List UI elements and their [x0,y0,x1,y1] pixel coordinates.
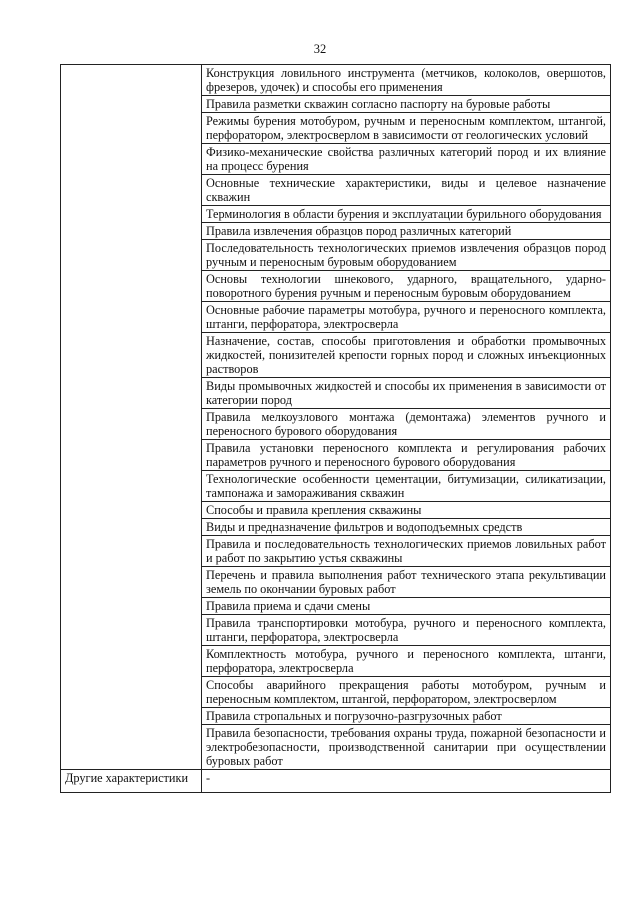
knowledge-item: Правила разметки скважин согласно паспорту на буровые работы [202,96,611,113]
knowledge-item: Виды промывочных жидкостей и способы их применения в зависимости от категории пород [202,378,611,409]
page-number: 32 [313,42,327,56]
knowledge-item: Правила стропальных и погрузочно-разгрузочных работ [202,708,611,725]
other-characteristics-value: - [202,770,611,793]
knowledge-item: Последовательность технологических приемов извлечения образцов пород ручным и переносным буровым оборудованием [202,240,611,271]
knowledge-item: Основные рабочие параметры мотобура, ручного и переносного комплекта, штанги, перфоратора, электросверла [202,302,611,333]
knowledge-item: Технологические особенности цементации, битумизации, силикатизации, тампонажа и замораживания скважин [202,471,611,502]
knowledge-item: Правила извлечения образцов пород различных категорий [202,223,611,240]
section-label-cell [61,65,202,770]
knowledge-item: Правила транспортировки мотобура, ручного и переносного комплекта, штанги, перфоратора, электросверла [202,615,611,646]
knowledge-item: Назначение, состав, способы приготовления и обработки промывочных жидкостей, понизителей крепости горных пород и сложных инъекционных растворов [202,333,611,378]
requirements-table-body [61,65,611,793]
knowledge-item: Комплектность мотобура, ручного и переносного комплекта, штанги, перфоратора, электросверла [202,646,611,677]
other-characteristics-row [61,770,611,793]
knowledge-item: Перечень и правила выполнения работ технического этапа рекультивации земель по окончании буровых работ [202,567,611,598]
requirements-table [60,64,611,793]
knowledge-item: Правила установки переносного комплекта и регулирования рабочих параметров ручного и переносного бурового оборудования [202,440,611,471]
other-characteristics-label: Другие характеристики [61,770,202,793]
knowledge-row [61,65,611,96]
knowledge-item: Терминология в области бурения и эксплуатации бурильного оборудования [202,206,611,223]
knowledge-item: Способы и правила крепления скважины [202,502,611,519]
knowledge-item: Правила и последовательность технологических приемов ловильных работ и работ по закрытию устья скважины [202,536,611,567]
knowledge-item: Правила приема и сдачи смены [202,598,611,615]
knowledge-item: Режимы бурения мотобуром, ручным и переносным комплектом, штангой, перфоратором, электросверлом в зависимости от геологических условий [202,113,611,144]
knowledge-item: Конструкция ловильного инструмента (метчиков, колоколов, овершотов, фрезеров, удочек) и способы его применения [202,65,611,96]
knowledge-item: Основы технологии шнекового, ударного, вращательного, ударно-поворотного бурения ручным и переносным буровым оборудованием [202,271,611,302]
knowledge-item: Основные технические характеристики, виды и целевое назначение скважин [202,175,611,206]
knowledge-item: Физико-механические свойства различных категорий пород и их влияние на процесс бурения [202,144,611,175]
knowledge-item: Правила безопасности, требования охраны труда, пожарной безопасности и электробезопасности, производственной санитарии при осуществлении буровых работ [202,725,611,770]
knowledge-item: Правила мелкоузлового монтажа (демонтажа) элементов ручного и переносного бурового оборудования [202,409,611,440]
knowledge-item: Виды и предназначение фильтров и водоподъемных средств [202,519,611,536]
knowledge-item: Способы аварийного прекращения работы мотобуром, ручным и переносным комплектом, штангой, перфоратором, электросверлом [202,677,611,708]
